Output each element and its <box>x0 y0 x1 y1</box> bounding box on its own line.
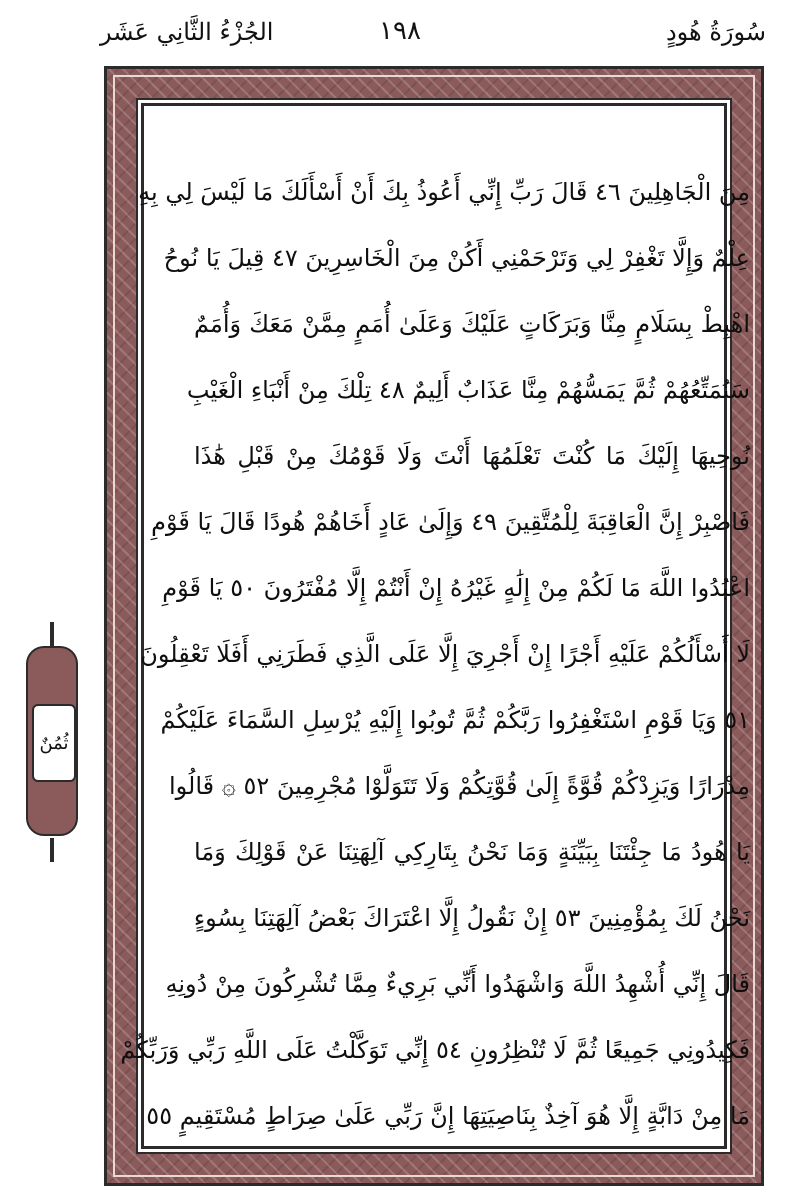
ornamental-border <box>104 66 764 1186</box>
surah-name: سُورَةُ هُودٍ <box>665 18 766 46</box>
verse-line: ٥١ وَيَا قَوْمِ اسْتَغْفِرُوا رَبَّكُمْ ثُمَّ تُوبُوا إِلَيْهِ يُرْسِلِ السَّمَاءَ عَلَيْكُمْ <box>160 706 750 734</box>
verse-line: قَالَ إِنِّي أُشْهِدُ اللَّهَ وَاشْهَدُوا أَنِّي بَرِيءٌ مِمَّا تُشْرِكُونَ مِنْ دُونِهِ <box>165 970 750 998</box>
verse-line: سَنُمَتِّعُهُمْ ثُمَّ يَمَسُّهُمْ مِنَّا عَذَابٌ أَلِيمٌ ٤٨ تِلْكَ مِنْ أَنْبَاءِ الْغَيْبِ <box>186 376 750 404</box>
page-number: ١٩٨ <box>379 16 421 46</box>
verse-line: اعْبُدُوا اللَّهَ مَا لَكُمْ مِنْ إِلَٰهٍ غَيْرُهُ إِنْ أَنْتُمْ إِلَّا مُفْتَرُونَ ٥٠ يَا قَوْمِ <box>162 574 750 602</box>
verse-line: فَاصْبِرْ إِنَّ الْعَاقِبَةَ لِلْمُتَّقِينَ ٤٩ وَإِلَىٰ عَادٍ أَخَاهُمْ هُودًا قَالَ يَا قَوْمِ <box>151 508 750 536</box>
verse-line: نَحْنُ لَكَ بِمُؤْمِنِينَ ٥٣ إِنْ نَقُولُ إِلَّا اعْتَرَاكَ بَعْضُ آلِهَتِنَا بِسُوءٍ <box>193 904 750 932</box>
verse-text-block <box>120 164 750 1164</box>
verse-line: مِنَ الْجَاهِلِينَ ٤٦ قَالَ رَبِّ إِنِّي أَعُوذُ بِكَ أَنْ أَسْأَلَكَ مَا لَيْسَ لِي بِهِ <box>138 178 750 206</box>
verse-line: يَا هُودُ مَا جِئْتَنَا بِبَيِّنَةٍ وَمَا نَحْنُ بِتَارِكِي آلِهَتِنَا عَنْ قَوْلِكَ وَمَا <box>194 838 750 866</box>
verse-line: اهْبِطْ بِسَلَامٍ مِنَّا وَبَرَكَاتٍ عَلَيْكَ وَعَلَىٰ أُمَمٍ مِمَّنْ مَعَكَ وَأُمَمٌ <box>194 310 750 338</box>
verse-line: لَا أَسْأَلُكُمْ عَلَيْهِ أَجْرًا إِنْ أَجْرِيَ إِلَّا عَلَى الَّذِي فَطَرَنِي أَفَلَا تَعْقِلُونَ <box>140 640 750 668</box>
verse-line: نُوحِيهَا إِلَيْكَ مَا كُنْتَ تَعْلَمُهَا أَنْتَ وَلَا قَوْمُكَ مِنْ قَبْلِ هَٰذَا <box>194 442 750 470</box>
text-panel <box>120 103 750 1149</box>
verse-line: مَا مِنْ دَابَّةٍ إِلَّا هُوَ آخِذٌ بِنَاصِيَتِهَا إِنَّ رَبِّي عَلَىٰ صِرَاطٍ مُسْتَقِيمٍ ٥٥ <box>146 1102 750 1130</box>
thumun-label: ثُمُنٌ <box>32 704 76 782</box>
thumun-marker <box>16 620 88 864</box>
marker-tip-top <box>50 622 54 646</box>
page-header <box>0 0 800 70</box>
marker-tip-bottom <box>50 838 54 862</box>
verse-line: عِلْمٌ وَإِلَّا تَغْفِرْ لِي وَتَرْحَمْنِي أَكُنْ مِنَ الْخَاسِرِينَ ٤٧ قِيلَ يَا نُوحُ <box>163 244 750 272</box>
verse-line: فَكِيدُونِي جَمِيعًا ثُمَّ لَا تُنْظِرُونِ ٥٤ إِنِّي تَوَكَّلْتُ عَلَى اللَّهِ رَبِّي وَرَبِّكُمْ <box>120 1036 750 1064</box>
verse-line: مِدْرَارًا وَيَزِدْكُمْ قُوَّةً إِلَىٰ قُوَّتِكُمْ وَلَا تَتَوَلَّوْا مُجْرِمِينَ ٥٢ ۞ قَالُوا <box>168 772 750 800</box>
juz-name: الجُزْءُ الثَّانِي عَشَر <box>100 18 274 46</box>
